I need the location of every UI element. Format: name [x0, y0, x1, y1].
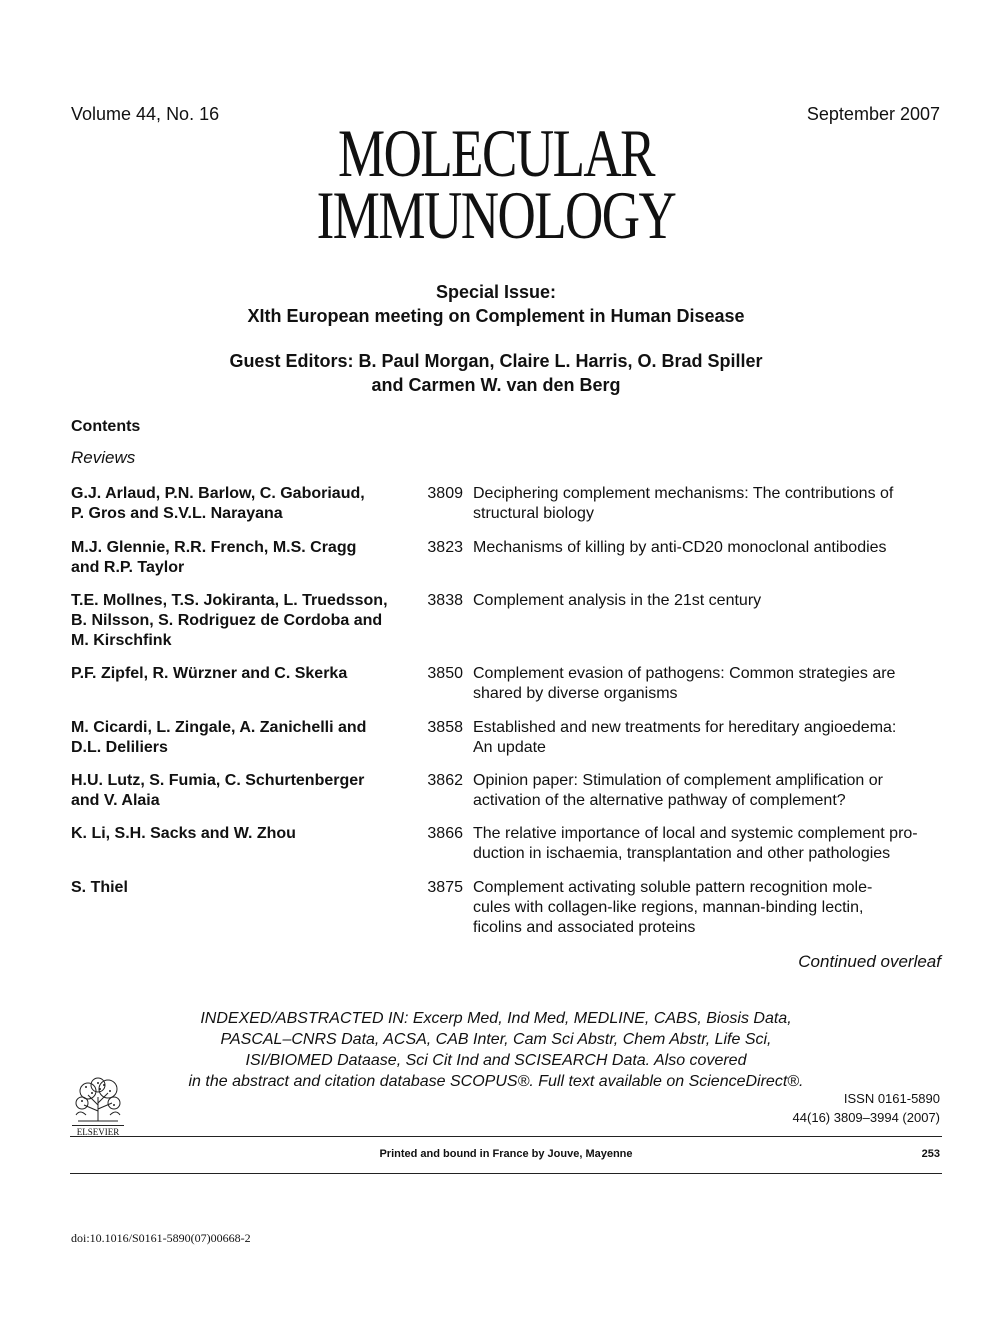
toc-entry-title-line: Complement activating soluble pattern recognition mole- [473, 879, 873, 896]
toc-entry-page: 3809 [427, 485, 463, 502]
toc-entry-authors-line: K. Li, S.H. Sacks and W. Zhou [71, 825, 296, 842]
continued-overleaf: Continued overleaf [798, 952, 941, 971]
indexed-abstracted-note [0, 1008, 992, 1092]
toc-entry-page: 3850 [427, 665, 463, 682]
toc-entry-title [473, 664, 941, 704]
page-number: 253 [921, 1148, 940, 1160]
guest-editors-line-1: Guest Editors: B. Paul Morgan, Claire L. Harris, O. Brad Spiller [229, 351, 763, 371]
elsevier-logo-text: ELSEVIER [76, 1127, 120, 1137]
toc-entry-title [473, 824, 941, 864]
indexed-line-1: INDEXED/ABSTRACTED IN: Excerp Med, Ind Med, MEDLINE, CABS, Biosis Data, [200, 1010, 792, 1027]
toc-entry-title-line: duction in ischaemia, transplantation and other pathologies [473, 845, 891, 862]
guest-editors-line-2: and Carmen W. van den Berg [371, 375, 621, 395]
toc-entry-page: 3838 [427, 592, 463, 609]
toc-entry-authors-line: M.J. Glennie, R.R. French, M.S. Cragg [71, 539, 357, 556]
indexed-line-4: in the abstract and citation database SCOPUS®. Full text available on ScienceDirect®. [188, 1073, 804, 1090]
toc-entry-title [473, 538, 941, 558]
toc-entry-authors-line: B. Nilsson, S. Rodriguez de Cordoba and [71, 612, 383, 629]
special-issue-label: Special Issue: [435, 282, 557, 302]
reviews-section-heading: Reviews [71, 448, 136, 467]
toc-entry-page: 3858 [427, 719, 463, 736]
contents-heading: Contents [71, 418, 141, 435]
toc-entry-title-line: The relative importance of local and systemic complement pro- [473, 825, 918, 842]
indexed-line-2: PASCAL–CNRS Data, ACSA, CAB Inter, Cam Sci Abstr, Chem Abstr, Life Sci, [220, 1031, 772, 1048]
printed-by: Printed and bound in France by Jouve, Mayenne [379, 1148, 633, 1160]
issn-block [793, 1089, 940, 1127]
footer-rule-top [70, 1136, 942, 1137]
toc-entry-authors-line: M. Cicardi, L. Zingale, A. Zanichelli and [71, 719, 367, 736]
special-issue-title: XIth European meeting on Complement in Human Disease [247, 306, 745, 326]
toc-entry-title [473, 718, 941, 758]
issue-date: September 2007 [806, 104, 940, 124]
toc-entry-authors-line: P. Gros and S.V.L. Narayana [71, 505, 283, 522]
toc-entry-title-line: An update [473, 739, 546, 756]
toc-entry-authors [71, 664, 401, 684]
toc-entry-title-line: ficolins and associated proteins [473, 919, 696, 936]
toc-entry-authors-line: and R.P. Taylor [71, 559, 185, 576]
toc-entry-title-line: structural biology [473, 505, 594, 522]
toc-entry-authors-line: H.U. Lutz, S. Fumia, C. Schurtenberger [71, 772, 365, 789]
toc-entry-page: 3862 [427, 772, 463, 789]
indexed-line-3: ISI/BIOMED Dataase, Sci Cit Ind and SCISEARCH Data. Also covered [245, 1052, 747, 1069]
toc-entry-title-line: Complement evasion of pathogens: Common strategies are [473, 665, 896, 682]
toc-entry-authors-line: S. Thiel [71, 879, 128, 896]
toc-entry-title [473, 484, 941, 524]
toc-entry-authors-line: and V. Alaia [71, 792, 160, 809]
toc-entry-title-line: Opinion paper: Stimulation of complement amplification or [473, 772, 883, 789]
toc-entry-authors [71, 484, 401, 524]
guest-editors [0, 349, 992, 397]
toc-entry-page: 3866 [427, 825, 463, 842]
toc-entry-authors [71, 824, 401, 844]
toc-entry-authors-line: G.J. Arlaud, P.N. Barlow, C. Gaboriaud, [71, 485, 365, 502]
toc-entry-title-line: Deciphering complement mechanisms: The contributions of [473, 485, 894, 502]
toc-entry-authors-line: P.F. Zipfel, R. Würzner and C. Skerka [71, 665, 348, 682]
issn: ISSN 0161-5890 [843, 1091, 940, 1106]
toc-entry-title-line: Complement analysis in the 21st century [473, 592, 762, 609]
toc-entry-authors-line: T.E. Mollnes, T.S. Jokiranta, L. Truedsson, [71, 592, 388, 609]
toc-entry-authors [71, 538, 401, 578]
toc-entry-title-line: shared by diverse organisms [473, 685, 678, 702]
volume-number: Volume 44, No. 16 [71, 104, 220, 124]
toc-entry-title-line: activation of the alternative pathway of complement? [473, 792, 846, 809]
issue-citation: 44(16) 3809–3994 (2007) [792, 1110, 940, 1125]
elsevier-logo-icon [70, 1075, 126, 1137]
toc-entry-title-line: Established and new treatments for hereditary angioedema: [473, 719, 897, 736]
toc-entry-authors-line: M. Kirschfink [71, 632, 172, 649]
toc-entry-page: 3875 [427, 879, 463, 896]
toc-entry-title [473, 878, 941, 938]
toc-entry-title-line: Mechanisms of killing by anti-CD20 monoclonal antibodies [473, 539, 887, 556]
toc-entry-authors [71, 591, 401, 651]
special-issue-heading [0, 280, 992, 328]
footer-rule-bottom [70, 1173, 942, 1174]
toc-entry-authors-line: D.L. Deliliers [71, 739, 168, 756]
toc-entry-authors [71, 771, 401, 811]
journal-title-line-1: MOLECULAR [338, 115, 654, 191]
journal-masthead [0, 115, 992, 253]
toc-entry-title-line: cules with collagen-like regions, mannan-binding lectin, [473, 899, 864, 916]
doi: doi:10.1016/S0161-5890(07)00668-2 [71, 1231, 251, 1245]
toc-entry-authors [71, 878, 401, 898]
toc-entry-title [473, 771, 941, 811]
toc-entry-title [473, 591, 941, 611]
toc-entry-authors [71, 718, 401, 758]
toc-entry-page: 3823 [427, 539, 463, 556]
journal-title-line-2: IMMUNOLOGY [316, 177, 676, 253]
